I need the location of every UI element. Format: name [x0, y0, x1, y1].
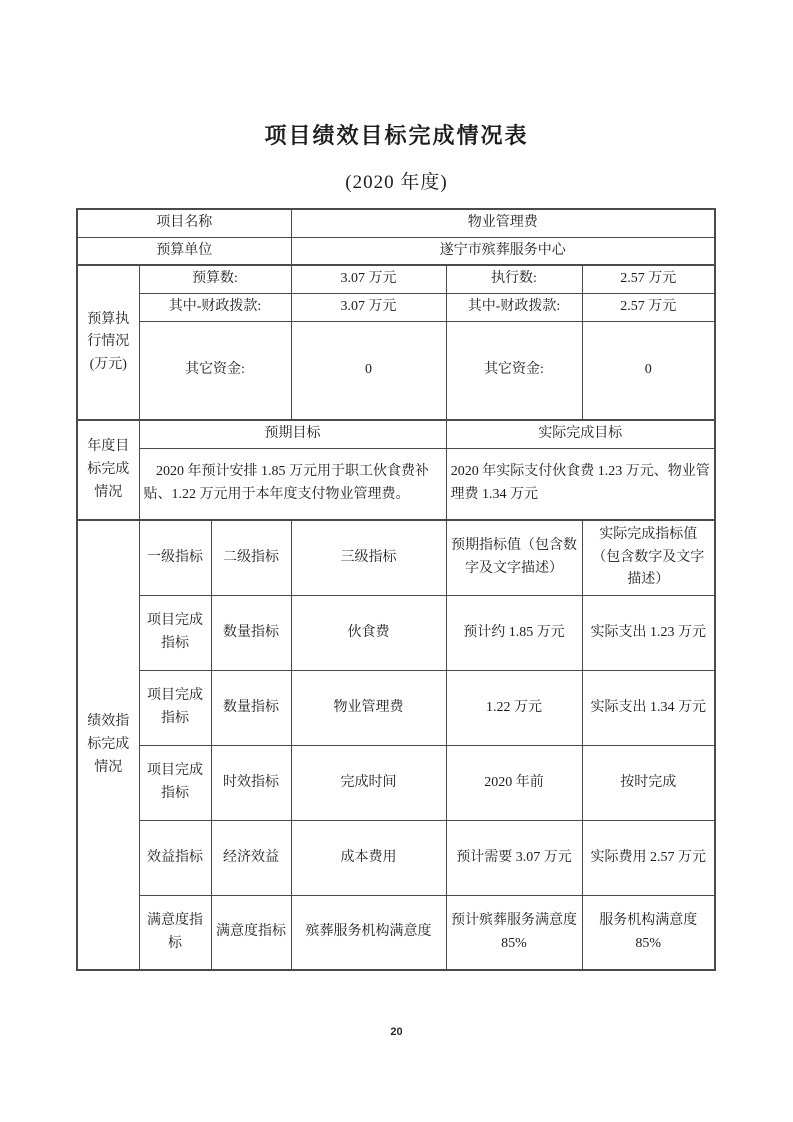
- indicator-header-row: [77, 520, 715, 595]
- annual-goal-header-row: [77, 420, 715, 448]
- page-number: 20: [390, 1026, 403, 1038]
- expected-goal-text: 2020 年预计安排 1.85 万元用于职工伙食费补贴、1.22 万元用于本年度支付物业管理费。: [139, 448, 446, 520]
- page-title: 项目绩效目标完成情况表: [264, 123, 529, 148]
- indicator-level2: 满意度指标: [211, 895, 291, 970]
- col-header-level2: 二级指标: [211, 520, 291, 595]
- other-funds-exec-label: 其它资金:: [446, 321, 582, 420]
- indicator-actual: 实际支出 1.23 万元: [582, 595, 715, 670]
- actual-goal-text: 2020 年实际支付伙食费 1.23 万元、物业管理费 1.34 万元: [446, 448, 715, 520]
- indicator-actual: 实际支出 1.34 万元: [582, 670, 715, 745]
- indicator-level1: 满意度指标: [139, 895, 211, 970]
- actual-goal-header: 实际完成目标: [446, 420, 715, 448]
- indicator-level1: 项目完成指标: [139, 595, 211, 670]
- execution-label: 执行数:: [446, 265, 582, 293]
- expected-goal-header: 预期目标: [139, 420, 446, 448]
- indicator-level1: 项目完成指标: [139, 745, 211, 820]
- indicator-level2: 数量指标: [211, 595, 291, 670]
- fiscal-exec-value: 2.57 万元: [582, 294, 715, 322]
- project-name-label: 项目名称: [77, 209, 291, 237]
- col-header-level3: 三级指标: [291, 520, 446, 595]
- col-header-expected-value: 预期指标值（包含数字及文字描述）: [446, 520, 582, 595]
- fiscal-value: 3.07 万元: [291, 294, 446, 322]
- budget-row-amount: [77, 265, 715, 293]
- budget-row-fiscal: [77, 294, 715, 322]
- budget-section-header: 预算执行情况(万元): [77, 265, 139, 420]
- indicator-level2: 经济效益: [211, 820, 291, 895]
- indicator-expected: 预计需要 3.07 万元: [446, 820, 582, 895]
- project-name-value: 物业管理费: [291, 209, 715, 237]
- indicator-section-header: 绩效指标完成情况: [77, 520, 139, 970]
- indicator-expected: 预计约 1.85 万元: [446, 595, 582, 670]
- page-subtitle: (2020 年度): [345, 172, 448, 193]
- indicator-level2: 数量指标: [211, 670, 291, 745]
- budget-unit-row: [77, 237, 715, 265]
- performance-table: [76, 208, 716, 971]
- indicator-level3: 伙食费: [291, 595, 446, 670]
- col-header-level1: 一级指标: [139, 520, 211, 595]
- indicator-row-property: [77, 670, 715, 745]
- indicator-level2: 时效指标: [211, 745, 291, 820]
- fiscal-exec-label: 其中-财政拨款:: [446, 294, 582, 322]
- col-header-actual-value: 实际完成指标值（包含数字及文字描述）: [582, 520, 715, 595]
- other-funds-label: 其它资金:: [139, 321, 291, 420]
- fiscal-label: 其中-财政拨款:: [139, 294, 291, 322]
- project-name-row: [77, 209, 715, 237]
- other-funds-value: 0: [291, 321, 446, 420]
- indicator-level1: 项目完成指标: [139, 670, 211, 745]
- annual-goal-content-row: [77, 448, 715, 520]
- budget-value: 3.07 万元: [291, 265, 446, 293]
- other-funds-exec-value: 0: [582, 321, 715, 420]
- budget-row-other: [77, 321, 715, 420]
- indicator-actual: 按时完成: [582, 745, 715, 820]
- indicator-level3: 成本费用: [291, 820, 446, 895]
- indicator-row-cost: [77, 820, 715, 895]
- indicator-level3: 殡葬服务机构满意度: [291, 895, 446, 970]
- indicator-expected: 2020 年前: [446, 745, 582, 820]
- indicator-expected: 预计殡葬服务满意度 85%: [446, 895, 582, 970]
- indicator-row-time: [77, 745, 715, 820]
- indicator-row-satisfaction: [77, 895, 715, 970]
- budget-unit-value: 遂宁市殡葬服务中心: [291, 237, 715, 265]
- indicator-level1: 效益指标: [139, 820, 211, 895]
- indicator-actual: 实际费用 2.57 万元: [582, 820, 715, 895]
- indicator-actual: 服务机构满意度 85%: [582, 895, 715, 970]
- execution-value: 2.57 万元: [582, 265, 715, 293]
- indicator-expected: 1.22 万元: [446, 670, 582, 745]
- indicator-level3: 完成时间: [291, 745, 446, 820]
- indicator-row-meal: [77, 595, 715, 670]
- indicator-level3: 物业管理费: [291, 670, 446, 745]
- annual-section-header: 年度目标完成情况: [77, 420, 139, 520]
- budget-unit-label: 预算单位: [77, 237, 291, 265]
- budget-label: 预算数:: [139, 265, 291, 293]
